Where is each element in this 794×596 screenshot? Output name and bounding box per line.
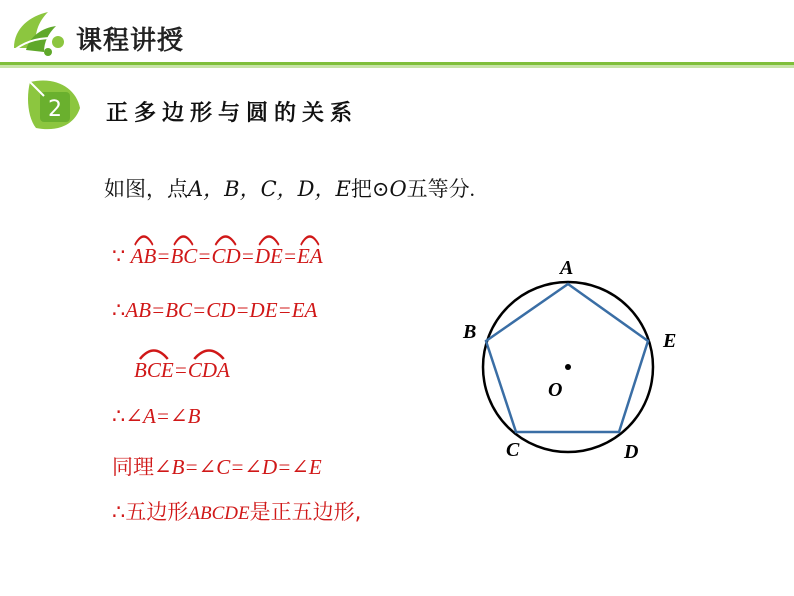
section-title: 正多边形与圆的关系 (106, 101, 359, 126)
proof-line-conclusion (112, 496, 361, 526)
arc-mark-icon (211, 232, 240, 246)
vertex-label-b: B (463, 321, 477, 343)
center-point (565, 364, 571, 370)
conclusion-shape: ABCDE (188, 503, 250, 524)
vertex-label-d: D (624, 441, 639, 463)
vertex-label-a: A (560, 257, 574, 279)
arc-de: DE (255, 244, 283, 269)
therefore-symbol: ∴ (112, 500, 126, 524)
statement-suffix: 五等分. (406, 177, 475, 201)
vertex-label-e: E (663, 330, 677, 352)
problem-statement (104, 173, 475, 203)
center-label-o: O (548, 379, 563, 401)
vertex-label-c: C (506, 439, 520, 461)
pentagon-circle-figure (450, 250, 700, 470)
conclusion-suffix: 是正五边形, (249, 500, 362, 524)
chord-equality: AB=BC=CD=DE=EA (125, 298, 318, 322)
proof-line-angles (112, 404, 200, 429)
arc-ea: EA (297, 244, 323, 269)
header-divider (0, 62, 794, 68)
arc-mark-icon (188, 346, 230, 360)
angle-equality: ∠A=∠B (125, 404, 201, 428)
therefore-symbol: ∴ (112, 404, 126, 428)
conclusion-prefix: 五边形 (125, 500, 189, 524)
arc-mark-icon (255, 232, 283, 246)
because-symbol: ∵ (112, 244, 126, 268)
statement-prefix: 如图，点 (104, 177, 188, 201)
arc-equality: AB= BC= CD= DE= EA (131, 244, 323, 268)
statement-points: A，B，C，D，E (188, 177, 351, 201)
section-number-badge (26, 78, 86, 134)
proof-line-arcs (112, 244, 323, 269)
arc-ab: AB (131, 244, 157, 269)
arc-mark-icon (131, 232, 157, 246)
arc-mark-icon (134, 346, 174, 360)
proof-line-chords (112, 298, 317, 323)
similarly-equality: ∠B=∠C=∠D=∠E (154, 455, 322, 479)
page-title: 课程讲授 (76, 26, 185, 56)
arc-bce: BCE (134, 358, 174, 383)
section-number: 2 (48, 97, 62, 122)
therefore-symbol: ∴ (112, 298, 126, 322)
arc-cd: CD (211, 244, 240, 269)
similarly-label: 同理 (112, 455, 154, 479)
arc-bc: BC (170, 244, 197, 269)
leaf-swirl-logo-icon (8, 8, 70, 58)
arc-cda: CDA (188, 358, 230, 383)
statement-middle: 把⊙ (350, 177, 390, 201)
proof-line-long-arcs: BCE= CDA (134, 358, 230, 383)
arc-mark-icon (297, 232, 323, 246)
arc-mark-icon (170, 232, 197, 246)
proof-line-similarly (112, 451, 322, 481)
statement-circle: O (389, 177, 407, 201)
